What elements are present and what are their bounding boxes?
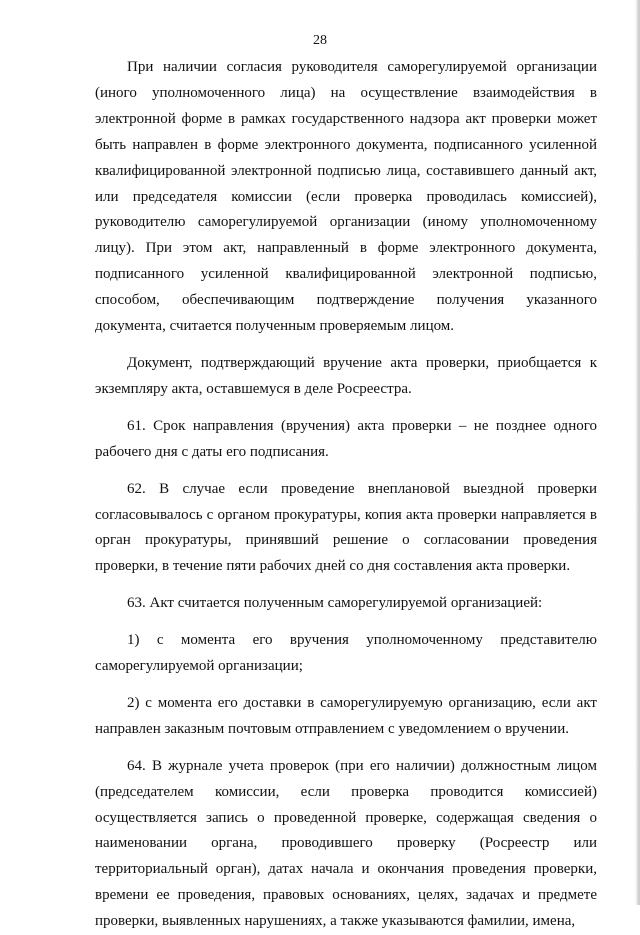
paragraph-64: 64. В журнале учета проверок (при его наличии) должностным лицом (председателем комиссии, если проверка проводится комиссией) осуществляется запись о проведенной проверке, содержащая сведения о наименовании органа, проводившего проверку (Росреестр или территориальный орган), датах начала и окончания проведения проверки, времени ее проведения, правовых основаниях, целях, задачах и предмете проверки, выявленных нарушениях, а также указываются фамилии, имена,: [95, 757, 597, 930]
paragraph-62: 62. В случае если проведение внеплановой выездной проверки согласовывалось с органом прокуратуры, копия акта проверки направляется в орган прокуратуры, принявший решение о согласовании проведения проверки, в течение пяти рабочих дней со дня составления акта проверки.: [95, 480, 597, 575]
paragraph-electronic-delivery: При наличии согласия руководителя саморегулируемой организации (иного уполномоченного лица) на осуществление взаимодействия в электронной форме в рамках государственного надзора акт проверки может быть направлен в форме электронного документа, подписанного усиленной квалифицированной электронной подписью лица, составившего данный акт, или председателя комиссии (если проверка проводилась комиссией), руководителю саморегулируемой организации (иному уполномоченному лицу). При этом акт, направленный в форме электронного документа, подписанного усиленной квалифицированной электронной подписью, способом, обеспечивающим подтверждение получения указанного документа, считается полученным проверяемым лицом.: [95, 59, 597, 335]
page-number: 28: [313, 33, 327, 48]
paragraph-63-item-1: 1) с момента его вручения уполномоченному представителю саморегулируемой организации;: [95, 632, 597, 675]
paragraph-delivery-confirmation: Документ, подтверждающий вручение акта проверки, приобщается к экземпляру акта, оставшемуся в деле Росреестра.: [95, 354, 597, 397]
document-body: [95, 55, 597, 935]
scan-edge-shadow: [635, 0, 638, 905]
paragraph-63: 63. Акт считается полученным саморегулируемой организацией:: [127, 595, 543, 612]
paragraph-61: 61. Срок направления (вручения) акта проверки – не позднее одного рабочего дня с даты его подписания.: [95, 417, 597, 460]
paragraph-63-item-2: 2) с момента его доставки в саморегулируемую организацию, если акт направлен заказным почтовым отправлением с уведомлением о вручении.: [95, 694, 597, 737]
